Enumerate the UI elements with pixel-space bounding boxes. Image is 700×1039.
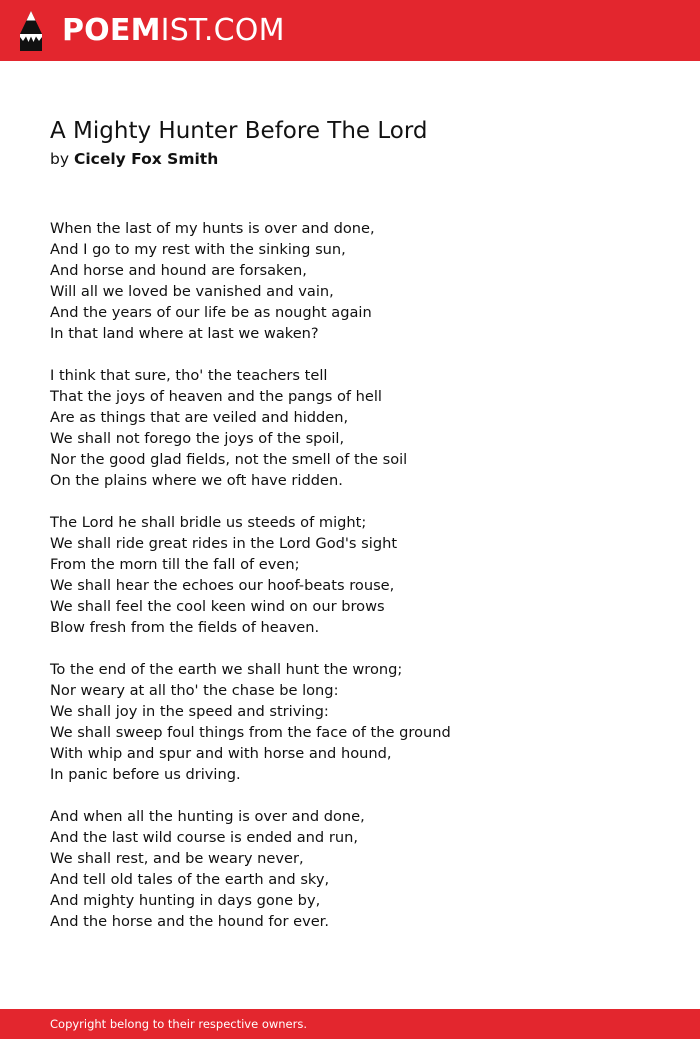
poem-line: From the morn till the fall of even; (50, 556, 300, 573)
stanza (50, 365, 670, 491)
poem-line: And mighty hunting in days gone by, (50, 892, 321, 909)
poem-line: On the plains where we oft have ridden. (50, 472, 343, 489)
poem-line: And the horse and the hound for ever. (50, 913, 329, 930)
author-name[interactable]: Cicely Fox Smith (73, 150, 219, 168)
poem-line: The Lord he shall bridle us steeds of might; (50, 514, 367, 531)
poem-line: In panic before us driving. (50, 766, 241, 783)
poem-line: Nor weary at all tho' the chase be long: (50, 682, 339, 699)
site-footer (0, 1009, 700, 1039)
poem-line: We shall sweep foul things from the face of the ground (50, 724, 451, 741)
poem-line: And the years of our life be as nought again (50, 304, 372, 321)
poem-line: We shall rest, and be weary never, (50, 850, 304, 867)
poem-body (50, 218, 670, 953)
poem-line: And the last wild course is ended and run, (50, 829, 358, 846)
site-name (62, 9, 285, 53)
poem-line: I think that sure, tho' the teachers tell (50, 367, 328, 384)
site-logo[interactable] (18, 9, 285, 53)
stanza (50, 806, 670, 932)
poem-line: We shall joy in the speed and striving: (50, 703, 329, 720)
by-label: by (50, 150, 70, 168)
poem-line: And tell old tales of the earth and sky, (50, 871, 330, 888)
copyright-notice: Copyright belong to their respective owners. (50, 1017, 308, 1031)
stanza (50, 659, 670, 785)
poem-line: That the joys of heaven and the pangs of hell (50, 388, 382, 405)
poem-line: We shall ride great rides in the Lord God's sight (50, 535, 398, 552)
site-name-light: IST.COM (160, 13, 285, 48)
poem-line: Nor the good glad fields, not the smell of the soil (50, 451, 408, 468)
poem-line: When the last of my hunts is over and done, (50, 220, 375, 237)
poem-line: To the end of the earth we shall hunt the wrong; (50, 661, 403, 678)
pencil-icon (18, 10, 44, 52)
poem-line: We shall not forego the joys of the spoil, (50, 430, 345, 447)
poem-line: Will all we loved be vanished and vain, (50, 283, 334, 300)
poem-title: A Mighty Hunter Before The Lord (50, 118, 428, 144)
byline (50, 148, 218, 170)
site-name-bold: POEM (62, 13, 161, 48)
poem-line: And when all the hunting is over and done, (50, 808, 365, 825)
poem-line: In that land where at last we waken? (50, 325, 319, 342)
poem-line: Blow fresh from the fields of heaven. (50, 619, 320, 636)
poem-line: We shall feel the cool keen wind on our brows (50, 598, 385, 615)
poem-line: And horse and hound are forsaken, (50, 262, 307, 279)
stanza (50, 512, 670, 638)
poem-line: With whip and spur and with horse and hound, (50, 745, 392, 762)
poem-line: Are as things that are veiled and hidden, (50, 409, 349, 426)
site-header (0, 0, 700, 61)
poem-line: And I go to my rest with the sinking sun, (50, 241, 346, 258)
poem-line: We shall hear the echoes our hoof-beats rouse, (50, 577, 395, 594)
stanza (50, 218, 670, 344)
